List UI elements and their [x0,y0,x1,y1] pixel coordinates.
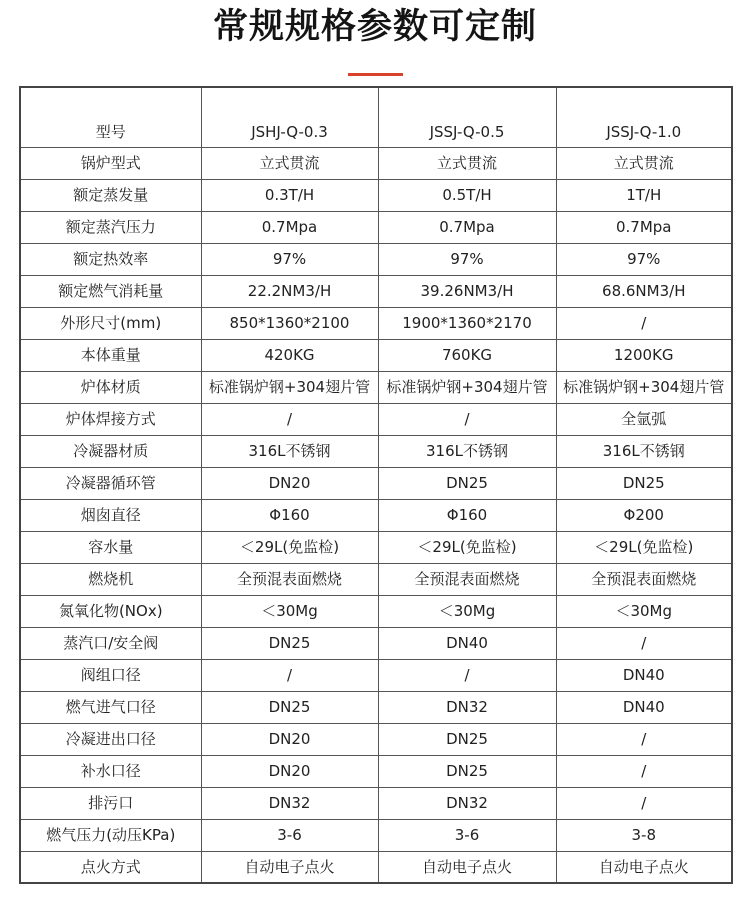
value-cell-model-2: 0.5T/H [378,179,556,211]
value-cell-model-3: 自动电子点火 [556,851,732,883]
value-cell-model-3: / [556,627,732,659]
table-row [20,531,732,563]
row-label-cell: 燃气进气口径 [20,691,201,723]
header-cell-model-3: JSSJ-Q-1.0 [556,87,732,147]
value-cell-model-1: ＜30Mg [201,595,378,627]
value-cell-model-1: DN25 [201,691,378,723]
value-cell-model-3: 97% [556,243,732,275]
row-label-cell: 额定燃气消耗量 [20,275,201,307]
value-cell-model-2: 39.26NM3/H [378,275,556,307]
value-cell-model-1: 850*1360*2100 [201,307,378,339]
value-cell-model-2: 316L不锈钢 [378,435,556,467]
table-row [20,275,732,307]
row-label-cell: 燃烧机 [20,563,201,595]
value-cell-model-3: DN40 [556,691,732,723]
value-cell-model-2: ＜30Mg [378,595,556,627]
header-cell-label: 型号 [20,87,201,147]
spec-table [19,86,733,884]
row-label-cell: 冷凝器材质 [20,435,201,467]
value-cell-model-1: 316L不锈钢 [201,435,378,467]
value-cell-model-2: 3-6 [378,819,556,851]
row-label-cell: 烟囱直径 [20,499,201,531]
value-cell-model-1: 自动电子点火 [201,851,378,883]
value-cell-model-2: 全预混表面燃烧 [378,563,556,595]
value-cell-model-1: 立式贯流 [201,147,378,179]
value-cell-model-3: DN40 [556,659,732,691]
value-cell-model-2: 97% [378,243,556,275]
value-cell-model-3: 1200KG [556,339,732,371]
row-label-cell: 排污口 [20,787,201,819]
table-row [20,627,732,659]
table-row [20,755,732,787]
value-cell-model-3: 立式贯流 [556,147,732,179]
table-row [20,179,732,211]
value-cell-model-3: 全氩弧 [556,403,732,435]
row-label-cell: 额定蒸发量 [20,179,201,211]
table-row [20,723,732,755]
row-label-cell: 外形尺寸(mm) [20,307,201,339]
value-cell-model-2: 760KG [378,339,556,371]
table-header-row [20,87,732,147]
value-cell-model-3: 3-8 [556,819,732,851]
row-label-cell: 额定蒸汽压力 [20,211,201,243]
value-cell-model-1: DN20 [201,467,378,499]
row-label-cell: 蒸汽口/安全阀 [20,627,201,659]
row-label-cell: 额定热效率 [20,243,201,275]
row-label-cell: 点火方式 [20,851,201,883]
value-cell-model-1: / [201,403,378,435]
value-cell-model-1: 全预混表面燃烧 [201,563,378,595]
table-row [20,467,732,499]
table-row [20,307,732,339]
value-cell-model-2: DN32 [378,787,556,819]
value-cell-model-1: 标准锅炉钢+304翅片管 [201,371,378,403]
value-cell-model-3: 全预混表面燃烧 [556,563,732,595]
table-row [20,339,732,371]
row-label-cell: 氮氧化物(NOx) [20,595,201,627]
table-row [20,147,732,179]
value-cell-model-2: DN40 [378,627,556,659]
row-label-cell: 冷凝器循环管 [20,467,201,499]
value-cell-model-3: / [556,787,732,819]
value-cell-model-2: Φ160 [378,499,556,531]
value-cell-model-1: DN25 [201,627,378,659]
value-cell-model-2: / [378,659,556,691]
row-label-cell: 本体重量 [20,339,201,371]
header-cell-model-1: JSHJ-Q-0.3 [201,87,378,147]
table-row [20,499,732,531]
value-cell-model-3: / [556,307,732,339]
row-label-cell: 冷凝进出口径 [20,723,201,755]
value-cell-model-3: 68.6NM3/H [556,275,732,307]
value-cell-model-1: 420KG [201,339,378,371]
row-label-cell: 燃气压力(动压KPa) [20,819,201,851]
value-cell-model-1: DN20 [201,755,378,787]
value-cell-model-3: / [556,755,732,787]
value-cell-model-2: DN25 [378,755,556,787]
value-cell-model-2: 1900*1360*2170 [378,307,556,339]
title-accent-divider [348,73,403,76]
value-cell-model-1: / [201,659,378,691]
table-row [20,691,732,723]
value-cell-model-3: / [556,723,732,755]
value-cell-model-1: 22.2NM3/H [201,275,378,307]
row-label-cell: 阀组口径 [20,659,201,691]
value-cell-model-3: DN25 [556,467,732,499]
value-cell-model-2: 标准锅炉钢+304翅片管 [378,371,556,403]
value-cell-model-3: Φ200 [556,499,732,531]
value-cell-model-2: 立式贯流 [378,147,556,179]
value-cell-model-3: 316L不锈钢 [556,435,732,467]
row-label-cell: 炉体焊接方式 [20,403,201,435]
value-cell-model-2: 自动电子点火 [378,851,556,883]
value-cell-model-1: DN20 [201,723,378,755]
header-cell-model-2: JSSJ-Q-0.5 [378,87,556,147]
value-cell-model-2: / [378,403,556,435]
value-cell-model-2: DN32 [378,691,556,723]
value-cell-model-3: ＜30Mg [556,595,732,627]
table-row [20,659,732,691]
table-row [20,403,732,435]
table-row [20,563,732,595]
table-row [20,435,732,467]
value-cell-model-2: 0.7Mpa [378,211,556,243]
value-cell-model-1: 97% [201,243,378,275]
value-cell-model-3: 1T/H [556,179,732,211]
value-cell-model-2: ＜29L(免监检) [378,531,556,563]
value-cell-model-1: Φ160 [201,499,378,531]
table-row [20,595,732,627]
row-label-cell: 炉体材质 [20,371,201,403]
value-cell-model-3: 标准锅炉钢+304翅片管 [556,371,732,403]
row-label-cell: 容水量 [20,531,201,563]
value-cell-model-3: 0.7Mpa [556,211,732,243]
value-cell-model-1: 0.3T/H [201,179,378,211]
value-cell-model-2: DN25 [378,467,556,499]
page-title: 常规规格参数可定制 [212,7,537,47]
value-cell-model-1: 0.7Mpa [201,211,378,243]
table-row [20,787,732,819]
value-cell-model-1: ＜29L(免监检) [201,531,378,563]
table-row [20,851,732,883]
table-row [20,819,732,851]
value-cell-model-1: DN32 [201,787,378,819]
table-row [20,371,732,403]
row-label-cell: 锅炉型式 [20,147,201,179]
value-cell-model-1: 3-6 [201,819,378,851]
table-row [20,211,732,243]
value-cell-model-3: ＜29L(免监检) [556,531,732,563]
row-label-cell: 补水口径 [20,755,201,787]
spec-table-body [20,87,732,883]
table-row [20,243,732,275]
value-cell-model-2: DN25 [378,723,556,755]
